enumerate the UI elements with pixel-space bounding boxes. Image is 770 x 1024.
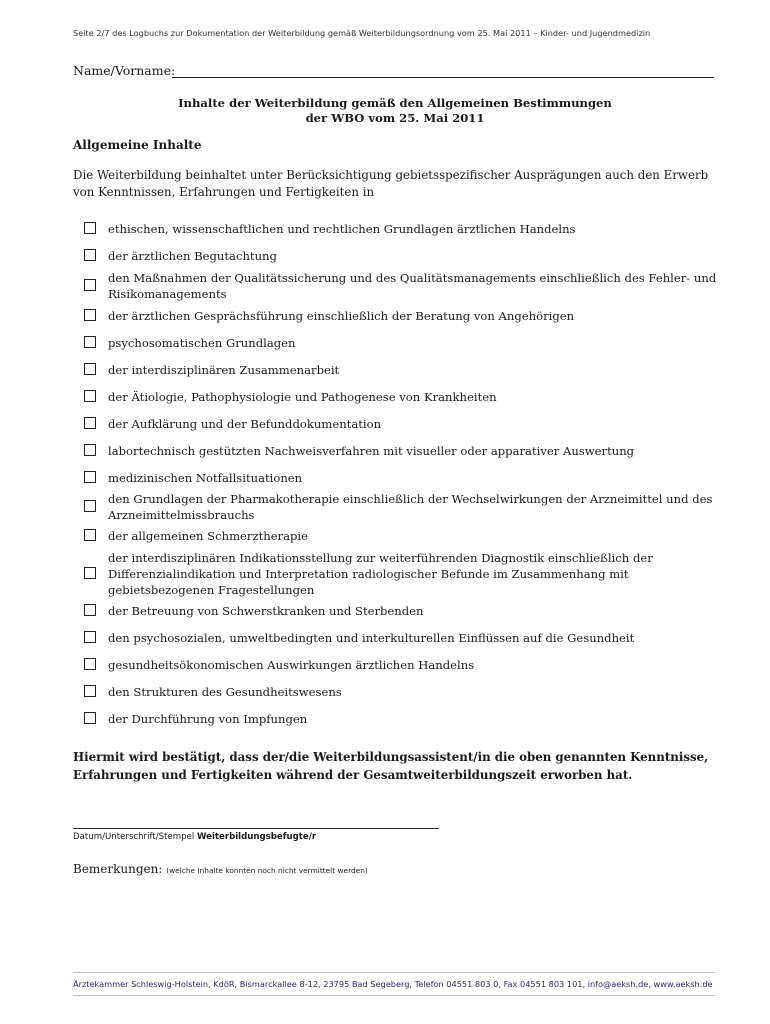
footer-divider-bottom [73, 995, 715, 996]
checklist-item-label: der Ätiologie, Pathophysiologie und Pathogenese von Krankheiten [108, 390, 497, 404]
signature-caption-bold: Weiterbildungsbefugte/r [196, 832, 317, 842]
checkbox[interactable] [84, 417, 96, 429]
checkbox[interactable] [84, 279, 96, 291]
title-line-2: der WBO vom 25. Mai 2011 [305, 111, 485, 125]
checkbox[interactable] [84, 309, 96, 321]
checkbox[interactable] [84, 444, 96, 456]
checklist-item-label: der allgemeinen Schmerztherapie [108, 529, 309, 543]
signature-line[interactable] [73, 828, 439, 829]
signature-caption-plain: Datum/Unterschrift/Stempel [73, 832, 197, 842]
name-input-line[interactable] [172, 77, 714, 78]
footer-address: Ärztekammer Schleswig-Holstein, KdöR, Bismarckallee 8-12, 23795 Bad Segeberg, Telefon 04551 803 0, Fax 04551 803 101, info@aeksh.de, www.aeksh.de [73, 979, 713, 989]
page-header: Seite 2/7 des Logbuchs zur Dokumentation der Weiterbildung gemäß Weiterbildungsordnung vom 25. Mai 2011 – Kinder- und Jugendmedizin [73, 28, 651, 38]
checklist-item-label: der interdisziplinären Zusammenarbeit [108, 363, 340, 377]
checklist-item-label: der Aufklärung und der Befunddokumentation [108, 417, 382, 431]
checklist-item-label: der ärztlichen Begutachtung [108, 249, 277, 263]
checklist-item-label: den psychosozialen, umweltbedingten und interkulturellen Einflüssen auf die Gesundheit [108, 631, 635, 645]
checklist-item-label: medizinischen Notfallsituationen [108, 471, 303, 485]
footer-divider-top [73, 972, 715, 973]
checkbox[interactable] [84, 363, 96, 375]
checklist-item-label: der interdisziplinären Indikationsstellung zur weiterführenden Diagnostik einschließlich der Differenzialindikation und Interpretation radiologischer Befunde im Zusammenhang mit gebietsbezogenen Fragestellungen [108, 551, 653, 597]
checklist-item-label: psychosomatischen Grundlagen [108, 336, 296, 350]
signature-caption [73, 832, 316, 842]
checkbox[interactable] [84, 222, 96, 234]
remarks-hint: (welche Inhalte konnten noch nicht vermittelt werden) [166, 866, 368, 875]
checklist-item-label: der ärztlichen Gesprächsführung einschließlich der Beratung von Angehörigen [108, 309, 575, 323]
checklist-item-label: labortechnisch gestützten Nachweisverfahren mit visueller oder apparativer Auswertung [108, 444, 635, 458]
confirmation-text: Hiermit wird bestätigt, dass der/die Weiterbildungsassistent/in die oben genannten Kenntnisse, Erfahrungen und Fertigkeiten während der Gesamtweiterbildungszeit erworben hat. [73, 750, 709, 782]
checkbox[interactable] [84, 631, 96, 643]
checkbox[interactable] [84, 529, 96, 541]
checklist-item-label: den Strukturen des Gesundheitswesens [108, 685, 342, 699]
checkbox[interactable] [84, 500, 96, 512]
checkbox[interactable] [84, 249, 96, 261]
title-line-1: Inhalte der Weiterbildung gemäß den Allgemeinen Bestimmungen [178, 96, 612, 110]
checkbox[interactable] [84, 604, 96, 616]
checklist-item-label: gesundheitsökonomischen Auswirkungen ärztlichen Handelns [108, 658, 475, 672]
name-label: Name/Vorname: [73, 63, 176, 78]
checkbox[interactable] [84, 685, 96, 697]
checkbox[interactable] [84, 471, 96, 483]
checkbox[interactable] [84, 390, 96, 402]
remarks-label: Bemerkungen: [73, 862, 167, 876]
checkbox[interactable] [84, 336, 96, 348]
checkbox[interactable] [84, 567, 96, 579]
section-heading: Allgemeine Inhalte [73, 138, 202, 152]
checklist-item-label: ethischen, wissenschaftlichen und rechtlichen Grundlagen ärztlichen Handelns [108, 222, 576, 236]
intro-paragraph: Die Weiterbildung beinhaltet unter Berücksichtigung gebietsspezifischer Ausprägungen auch den Erwerb von Kenntnissen, Erfahrungen und Fertigkeiten in [73, 168, 709, 199]
checklist-item-label: der Durchführung von Impfungen [108, 712, 308, 726]
checkbox[interactable] [84, 712, 96, 724]
checklist-item-label: der Betreuung von Schwerstkranken und Sterbenden [108, 604, 424, 618]
remarks [73, 862, 368, 876]
checklist-item-label: den Grundlagen der Pharmakotherapie einschließlich der Wechselwirkungen der Arzneimittel und des Arzneimittelmissbrauchs [108, 492, 713, 522]
checkbox[interactable] [84, 658, 96, 670]
checklist-item-label: den Maßnahmen der Qualitätssicherung und des Qualitätsmanagements einschließlich des Fehler- und Risikomanagements [108, 271, 717, 301]
